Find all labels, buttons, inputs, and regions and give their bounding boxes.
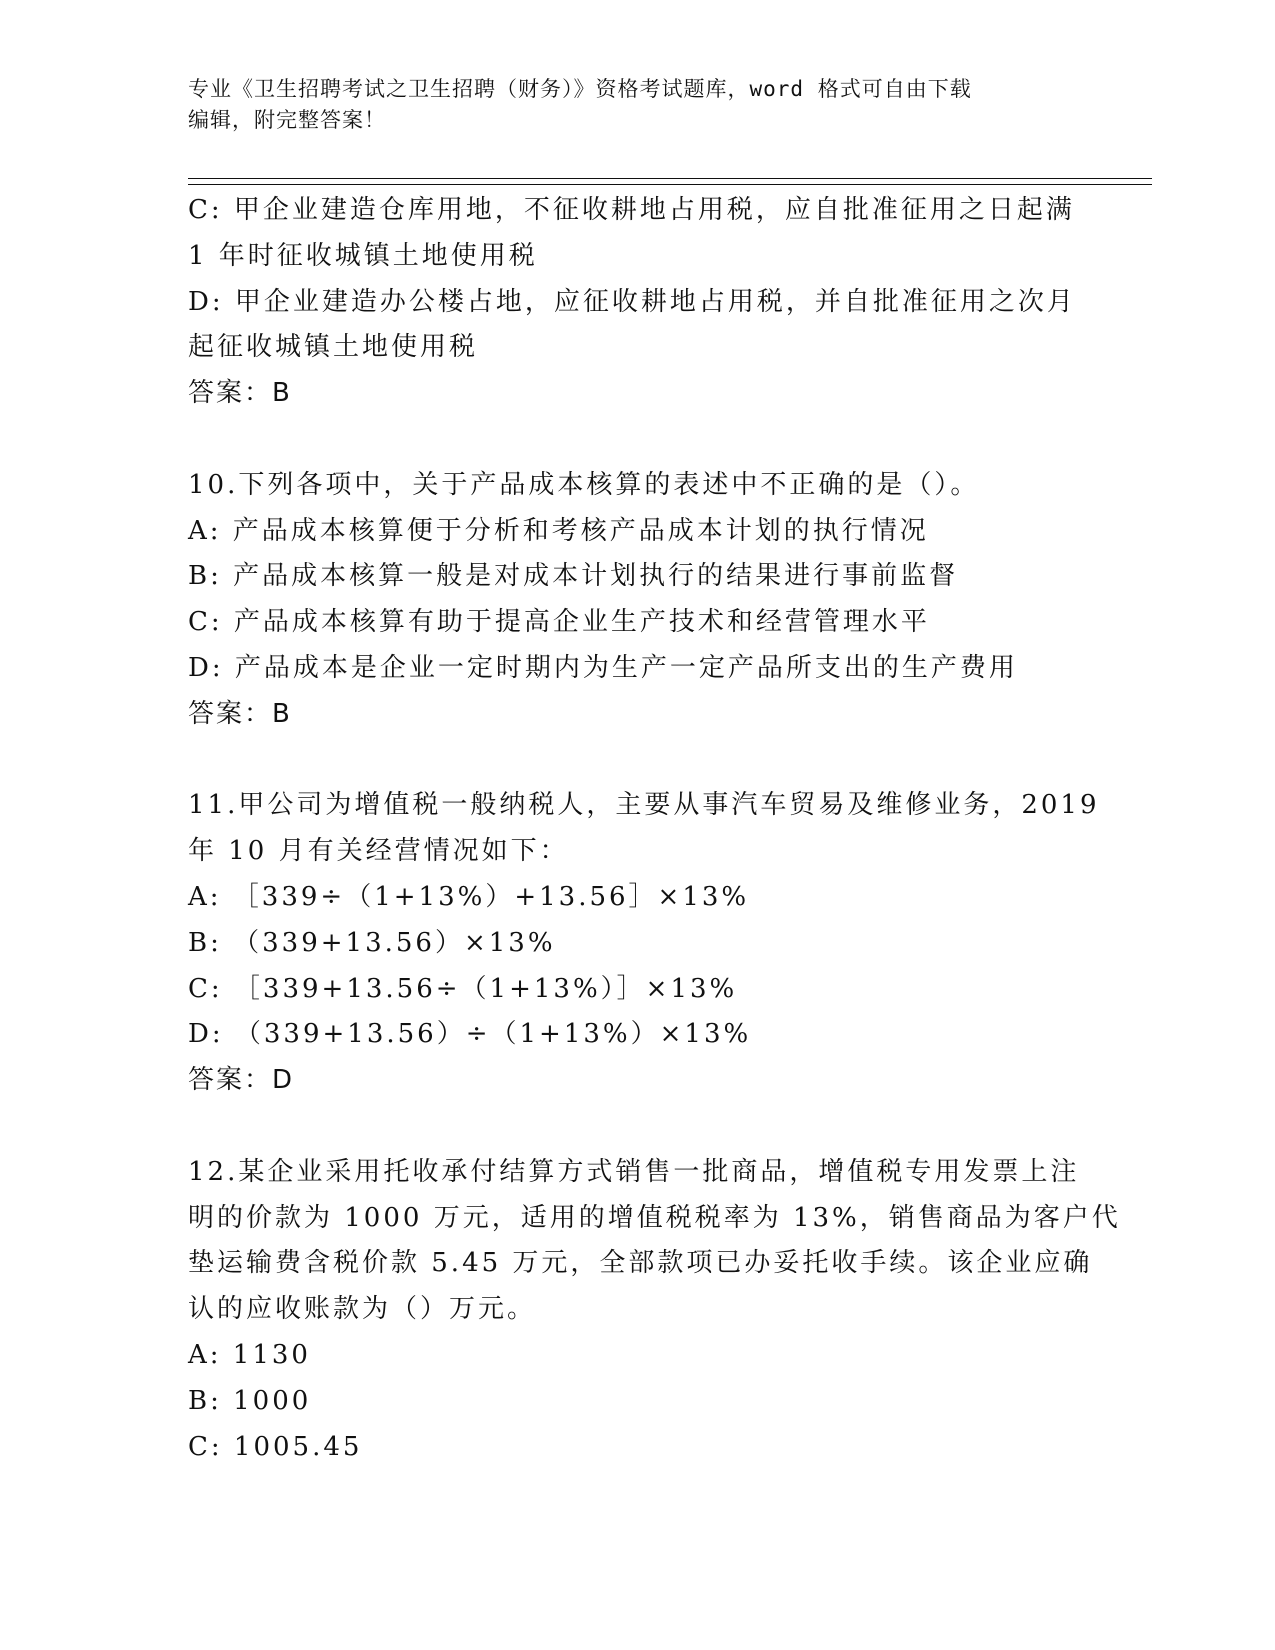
spacer [188, 738, 1088, 784]
spacer [188, 417, 1088, 463]
spacer [188, 1104, 1088, 1150]
option-d-line-1: D: 甲企业建造办公楼占地，应征收耕地占用税，并自批准征用之次月 [188, 286, 1076, 317]
option-a: A: 产品成本核算便于分析和考核产品成本计划的执行情况 [188, 515, 929, 546]
option-a: A: ［339÷（1+13%）+13.56］×13% [188, 881, 750, 912]
answer-line: 答案：D [188, 1065, 295, 1096]
header-divider-top [188, 178, 1152, 179]
question-stem-line-2: 明的价款为 1000 万元，适用的增值税税率为 13%，销售商品为客户代 [188, 1202, 1121, 1233]
document-header [188, 74, 1088, 136]
header-divider-bottom [188, 184, 1152, 185]
option-c-line-2: 1 年时征收城镇土地使用税 [188, 240, 538, 271]
question-11 [188, 783, 1100, 1104]
option-b: B: （339+13.56）×13% [188, 927, 556, 958]
question-stem-line-3: 垫运输费含税价款 5.45 万元，全部款项已办妥托收手续。该企业应确 [188, 1248, 1093, 1279]
option-d: D: （339+13.56）÷（1+13%）×13% [188, 1019, 752, 1050]
question-9-tail [188, 188, 1088, 417]
question-stem: 10.下列各项中，关于产品成本核算的表述中不正确的是（）。 [188, 469, 980, 500]
option-d-line-2: 起征收城镇土地使用税 [188, 332, 479, 363]
question-10 [188, 463, 1088, 738]
option-c: C: ［339+13.56÷（1+13%）］×13% [188, 973, 738, 1004]
option-c: C: 产品成本核算有助于提高企业生产技术和经营管理水平 [188, 607, 930, 638]
option-b: B: 1000 [188, 1385, 312, 1416]
question-stem-line-4: 认的应收账款为（）万元。 [188, 1294, 537, 1325]
header-line-2: 编辑，附完整答案！ [188, 108, 386, 132]
question-content [188, 188, 1121, 1470]
header-line-1: 专业《卫生招聘考试之卫生招聘（财务）》资格考试题库，word 格式可自由下载 [188, 77, 972, 101]
option-c-line-1: C: 甲企业建造仓库用地，不征收耕地占用税，应自批准征用之日起满 [188, 195, 1075, 225]
option-a: A: 1130 [188, 1339, 311, 1370]
question-stem-line-1: 12.某企业采用托收承付结算方式销售一批商品，增值税专用发票上注 [188, 1156, 1080, 1187]
option-b: B: 产品成本核算一般是对成本计划执行的结果进行事前监督 [188, 561, 959, 592]
option-d: D: 产品成本是企业一定时期内为生产一定产品所支出的生产费用 [188, 652, 1018, 683]
option-c: C: 1005.45 [188, 1431, 363, 1462]
answer-line: 答案：B [188, 698, 292, 729]
question-stem-line-1: 11.甲公司为增值税一般纳税人，主要从事汽车贸易及维修业务，2019 [188, 790, 1100, 821]
question-12 [188, 1150, 1121, 1471]
answer-line: 答案：B [188, 378, 292, 409]
question-stem-line-2: 年 10 月有关经营情况如下： [188, 836, 569, 867]
